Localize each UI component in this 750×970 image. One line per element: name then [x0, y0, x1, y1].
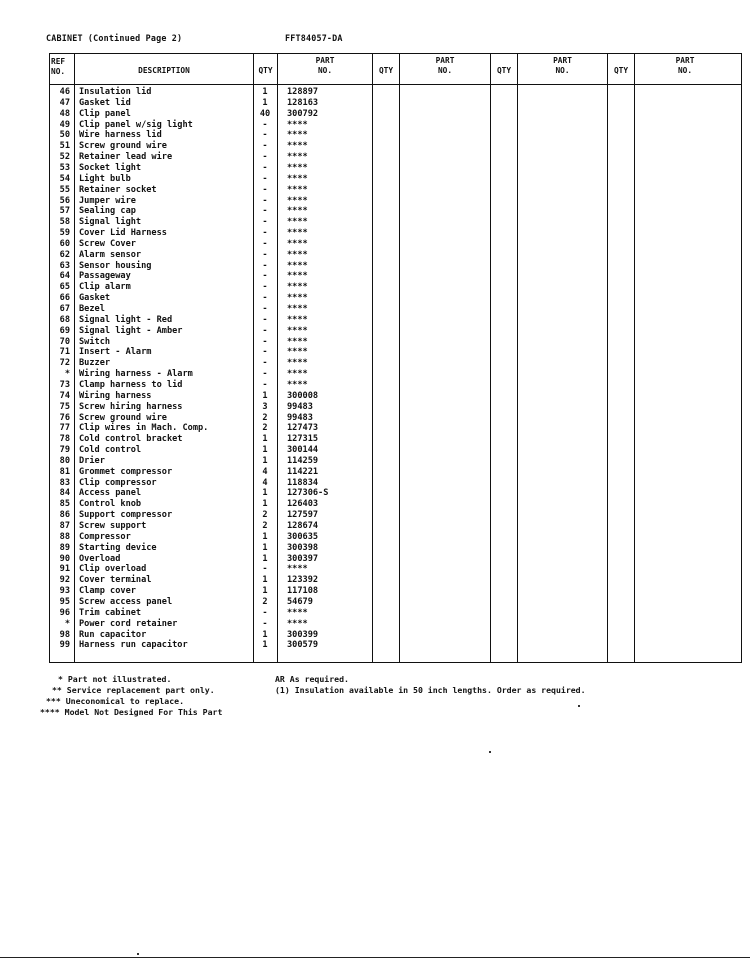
part-description: Bezel [79, 304, 105, 314]
quantity: 2 [262, 521, 268, 531]
footnote: **** Model Not Designed For This Part [40, 707, 223, 717]
table-row [50, 304, 743, 315]
ref-number: 84 [59, 488, 70, 499]
table-row [50, 423, 743, 434]
ref-number: 65 [59, 282, 70, 293]
quantity: 1 [262, 445, 268, 456]
part-number: 117108 [287, 586, 319, 597]
quantity: 2 [262, 423, 268, 434]
ref-number: 63 [59, 260, 70, 271]
quantity: 1 [262, 586, 268, 597]
quantity: 1 [262, 629, 268, 640]
quantity: 1 [262, 488, 268, 499]
table-row [50, 597, 743, 608]
quantity: - [262, 228, 268, 239]
quantity: - [262, 206, 268, 217]
table-row [50, 608, 743, 619]
quantity: 1 [262, 87, 268, 97]
part-description: Insert - Alarm [79, 347, 152, 358]
quantity: 1 [262, 542, 268, 553]
table-row [50, 488, 743, 499]
header-part: PART NO. [315, 56, 335, 75]
ref-number: 49 [59, 119, 70, 130]
part-number: **** [287, 325, 308, 336]
part-number: **** [287, 347, 308, 358]
ref-number: 64 [59, 271, 70, 282]
header-qty: QTY [258, 66, 273, 75]
part-number: 300579 [287, 640, 319, 651]
section-title: CABINET (Continued Page 2) [46, 33, 183, 43]
header-part: PART NO. [435, 56, 455, 75]
quantity: - [262, 347, 268, 358]
ref-number: 62 [59, 249, 70, 260]
quantity: 3 [262, 401, 268, 412]
quantity: 2 [262, 510, 268, 521]
note-insulation: (1) Insulation available in 50 inch lengths. Order as required. [275, 685, 586, 695]
ref-number: 75 [59, 401, 70, 412]
part-number: **** [287, 314, 308, 325]
part-number: **** [287, 206, 308, 217]
part-number: 118834 [287, 477, 319, 488]
table-row [50, 109, 743, 120]
ref-number: 76 [59, 412, 70, 423]
part-description: Screw access panel [79, 596, 173, 607]
table-row [50, 347, 743, 358]
table-row [50, 413, 743, 424]
table-row [50, 391, 743, 402]
ref-number: 55 [59, 184, 70, 195]
footnote: ** Service replacement part only. [52, 685, 215, 695]
quantity: - [262, 162, 268, 173]
part-number: **** [287, 184, 308, 195]
quantity: - [262, 607, 268, 618]
part-description: Screw ground wire [79, 412, 167, 423]
part-number: **** [287, 358, 308, 369]
part-description: Clamp cover [79, 586, 136, 597]
table-row [50, 282, 743, 293]
part-number: 128897 [287, 87, 319, 97]
quantity: - [262, 130, 268, 141]
part-description: Screw ground wire [79, 141, 167, 152]
ref-number: 59 [59, 228, 70, 239]
table-row [50, 532, 743, 543]
part-number: **** [287, 238, 308, 249]
quantity: - [262, 293, 268, 304]
quantity: - [262, 618, 268, 629]
part-description: Screw support [79, 521, 147, 531]
part-description: Drier [79, 455, 105, 466]
header-qty: QTY [496, 66, 512, 75]
quantity: - [262, 173, 268, 184]
quantity: - [262, 217, 268, 228]
part-number: **** [287, 228, 308, 239]
ref-number: 73 [59, 379, 70, 390]
part-description: Overload [79, 553, 121, 564]
table-row [50, 337, 743, 348]
part-number: **** [287, 369, 308, 380]
bottom-rule [0, 957, 750, 958]
part-description: Power cord retainer [79, 618, 178, 629]
ref-number: 96 [59, 607, 70, 618]
part-description: Wire harness lid [79, 130, 162, 141]
ref-number: 68 [59, 314, 70, 325]
table-row [50, 174, 743, 185]
table-row [50, 141, 743, 152]
ref-number: 98 [59, 629, 70, 640]
quantity: - [262, 152, 268, 163]
part-description: Cover Lid Harness [79, 228, 167, 239]
quantity: - [262, 358, 268, 369]
quantity: - [262, 119, 268, 130]
ref-number: 47 [59, 97, 70, 108]
part-description: Light bulb [79, 173, 131, 184]
quantity: - [262, 238, 268, 249]
ref-number: 60 [59, 238, 70, 249]
part-number: 127306-S [287, 488, 329, 499]
part-description: Alarm sensor [79, 249, 142, 260]
ref-number: 58 [59, 217, 70, 228]
table-row [50, 228, 743, 239]
ref-number: 50 [59, 130, 70, 141]
ref-number: 93 [59, 586, 70, 597]
ref-number: 80 [59, 455, 70, 466]
part-description: Grommet compressor [79, 466, 173, 477]
ref-number: 91 [59, 564, 70, 575]
part-description: Access panel [79, 488, 142, 499]
part-number: **** [287, 119, 308, 130]
part-description: Cold control bracket [79, 434, 183, 445]
note-as-required: AR As required. [275, 674, 349, 684]
table-row [50, 87, 743, 98]
ref-number: * [64, 369, 70, 380]
part-number: 99483 [287, 401, 313, 412]
part-number: **** [287, 141, 308, 152]
part-number: **** [287, 304, 308, 314]
part-number: **** [287, 618, 308, 629]
table-row [50, 575, 743, 586]
scan-speck [137, 953, 139, 955]
footnote: *** Uneconomical to replace. [46, 696, 185, 706]
table-row [50, 315, 743, 326]
quantity: 4 [262, 466, 268, 477]
part-number: 114259 [287, 455, 319, 466]
table-row [50, 130, 743, 141]
part-number: **** [287, 260, 308, 271]
part-number: 126403 [287, 499, 319, 510]
table-row [50, 271, 743, 282]
part-description: Wiring harness - Alarm [79, 369, 193, 380]
header-description: DESCRIPTION [138, 66, 190, 75]
ref-number: 53 [59, 162, 70, 173]
quantity: - [262, 195, 268, 206]
part-number: 127315 [287, 434, 319, 445]
part-number: 127597 [287, 510, 319, 521]
header-part: PART NO. [675, 56, 695, 75]
ref-number: 66 [59, 293, 70, 304]
quantity: 2 [262, 412, 268, 423]
part-description: Passageway [79, 271, 131, 282]
table-row [50, 586, 743, 597]
table-row [50, 163, 743, 174]
table-row [50, 185, 743, 196]
part-description: Support compressor [79, 510, 173, 521]
part-description: Clip alarm [79, 282, 131, 293]
part-number: **** [287, 564, 308, 575]
quantity: 1 [262, 455, 268, 466]
table-row [50, 521, 743, 532]
ref-number: 54 [59, 173, 70, 184]
quantity: - [262, 184, 268, 195]
ref-number: 85 [59, 499, 70, 510]
part-number: 300397 [287, 553, 319, 564]
part-number: **** [287, 130, 308, 141]
quantity: 1 [262, 575, 268, 586]
table-row [50, 434, 743, 445]
part-description: Clamp harness to lid [79, 379, 183, 390]
part-description: Wiring harness [79, 390, 152, 401]
quantity: 1 [262, 553, 268, 564]
table-row [50, 250, 743, 261]
part-description: Sensor housing [79, 260, 152, 271]
quantity: - [262, 282, 268, 293]
table-row [50, 630, 743, 641]
quantity: 1 [262, 531, 268, 542]
part-number: **** [287, 293, 308, 304]
table-row [50, 543, 743, 554]
table-row [50, 152, 743, 163]
header-part: PART NO. [553, 56, 572, 75]
table-row [50, 640, 743, 651]
part-number: 123392 [287, 575, 319, 586]
part-description: Screw Cover [79, 238, 136, 249]
header-qty: QTY [613, 66, 629, 75]
quantity: 1 [262, 499, 268, 510]
quantity: 2 [262, 596, 268, 607]
table-row [50, 554, 743, 565]
part-description: Insulation lid [79, 87, 152, 97]
part-description: Socket light [79, 162, 142, 173]
ref-number: 90 [59, 553, 70, 564]
quantity: 1 [262, 640, 268, 651]
part-number: 114221 [287, 466, 319, 477]
table-row [50, 120, 743, 131]
table-row [50, 467, 743, 478]
part-description: Clip panel [79, 108, 131, 119]
part-description: Signal light - Red [79, 314, 173, 325]
part-description: Retainer lead wire [79, 152, 173, 163]
part-number: **** [287, 271, 308, 282]
quantity: - [262, 325, 268, 336]
ref-number: 77 [59, 423, 70, 434]
ref-number: 74 [59, 390, 70, 401]
part-number: **** [287, 162, 308, 173]
part-description: Retainer socket [79, 184, 157, 195]
table-row [50, 402, 743, 413]
ref-number: 83 [59, 477, 70, 488]
table-row [50, 98, 743, 109]
part-description: Screw hiring harness [79, 401, 183, 412]
quantity: - [262, 379, 268, 390]
table-row [50, 261, 743, 272]
table-row [50, 619, 743, 630]
part-number: **** [287, 217, 308, 228]
ref-number: 69 [59, 325, 70, 336]
ref-number: 71 [59, 347, 70, 358]
table-row [50, 456, 743, 467]
part-description: Buzzer [79, 358, 111, 369]
part-number: **** [287, 173, 308, 184]
table-row [50, 445, 743, 456]
ref-number: 67 [59, 304, 70, 314]
table-row [50, 380, 743, 391]
part-number: 300398 [287, 542, 319, 553]
table-row [50, 499, 743, 510]
part-number: **** [287, 249, 308, 260]
part-number: **** [287, 336, 308, 347]
quantity: - [262, 141, 268, 152]
part-number: **** [287, 379, 308, 390]
quantity: - [262, 564, 268, 575]
ref-number: 99 [59, 640, 70, 651]
part-number: 99483 [287, 412, 313, 423]
ref-number: 89 [59, 542, 70, 553]
table-row [50, 510, 743, 521]
part-description: Cover terminal [79, 575, 152, 586]
part-number: 300008 [287, 390, 319, 401]
ref-number: 46 [59, 87, 70, 97]
scan-speck [489, 751, 491, 753]
part-number: 300792 [287, 108, 319, 119]
part-number: 128163 [287, 97, 319, 108]
table-row [50, 369, 743, 380]
quantity: 1 [262, 97, 268, 108]
ref-number: 88 [59, 531, 70, 542]
quantity: 1 [262, 390, 268, 401]
header-ref: REF NO. [51, 57, 66, 76]
table-row [50, 239, 743, 250]
model-number: FFT84057-DA [285, 33, 343, 43]
header-rule [50, 84, 741, 85]
part-description: Cold control [79, 445, 142, 456]
ref-number: 70 [59, 336, 70, 347]
quantity: 40 [259, 108, 271, 119]
table-row [50, 196, 743, 207]
part-number: 300144 [287, 445, 319, 456]
table-row [50, 326, 743, 337]
ref-number: * [64, 618, 70, 629]
ref-number: 95 [59, 596, 70, 607]
part-number: **** [287, 607, 308, 618]
table-row [50, 478, 743, 489]
part-description: Jumper wire [79, 195, 136, 206]
quantity: - [262, 336, 268, 347]
part-description: Signal light - Amber [79, 325, 183, 336]
quantity: - [262, 249, 268, 260]
part-description: Control knob [79, 499, 142, 510]
ref-number: 81 [59, 466, 70, 477]
scan-speck [578, 705, 580, 707]
part-description: Clip wires in Mach. Comp. [79, 423, 209, 434]
ref-number: 86 [59, 510, 70, 521]
part-description: Starting device [79, 542, 157, 553]
ref-number: 48 [59, 108, 70, 119]
quantity: - [262, 260, 268, 271]
quantity: 4 [262, 477, 268, 488]
part-number: 300399 [287, 629, 319, 640]
part-number: 128674 [287, 521, 319, 531]
part-number: 54679 [287, 596, 313, 607]
quantity: - [262, 304, 268, 314]
quantity: - [262, 314, 268, 325]
table-row [50, 358, 743, 369]
table-row [50, 564, 743, 575]
part-description: Switch [79, 336, 111, 347]
part-number: 127473 [287, 423, 319, 434]
header-qty: QTY [378, 66, 394, 75]
part-description: Clip panel w/sig light [79, 119, 193, 130]
part-number: **** [287, 195, 308, 206]
table-row [50, 217, 743, 228]
part-description: Clip overload [79, 564, 147, 575]
part-description: Gasket [79, 293, 111, 304]
part-description: Harness run capacitor [79, 640, 188, 651]
part-description: Sealing cap [79, 206, 136, 217]
ref-number: 72 [59, 358, 70, 369]
ref-number: 79 [59, 445, 70, 456]
quantity: 1 [262, 434, 268, 445]
parts-table [49, 53, 742, 663]
quantity: - [262, 369, 268, 380]
quantity: - [262, 271, 268, 282]
part-number: **** [287, 282, 308, 293]
ref-number: 56 [59, 195, 70, 206]
part-description: Run capacitor [79, 629, 147, 640]
table-row [50, 206, 743, 217]
ref-number: 51 [59, 141, 70, 152]
part-description: Gasket lid [79, 97, 131, 108]
ref-number: 57 [59, 206, 70, 217]
part-description: Trim cabinet [79, 607, 142, 618]
ref-number: 78 [59, 434, 70, 445]
part-description: Clip compressor [79, 477, 157, 488]
part-description: Signal light [79, 217, 142, 228]
ref-number: 87 [59, 521, 70, 531]
part-description: Compressor [79, 531, 131, 542]
ref-number: 52 [59, 152, 70, 163]
part-number: **** [287, 152, 308, 163]
footnote: * Part not illustrated. [58, 674, 172, 684]
ref-number: 92 [59, 575, 70, 586]
table-row [50, 293, 743, 304]
part-number: 300635 [287, 531, 319, 542]
